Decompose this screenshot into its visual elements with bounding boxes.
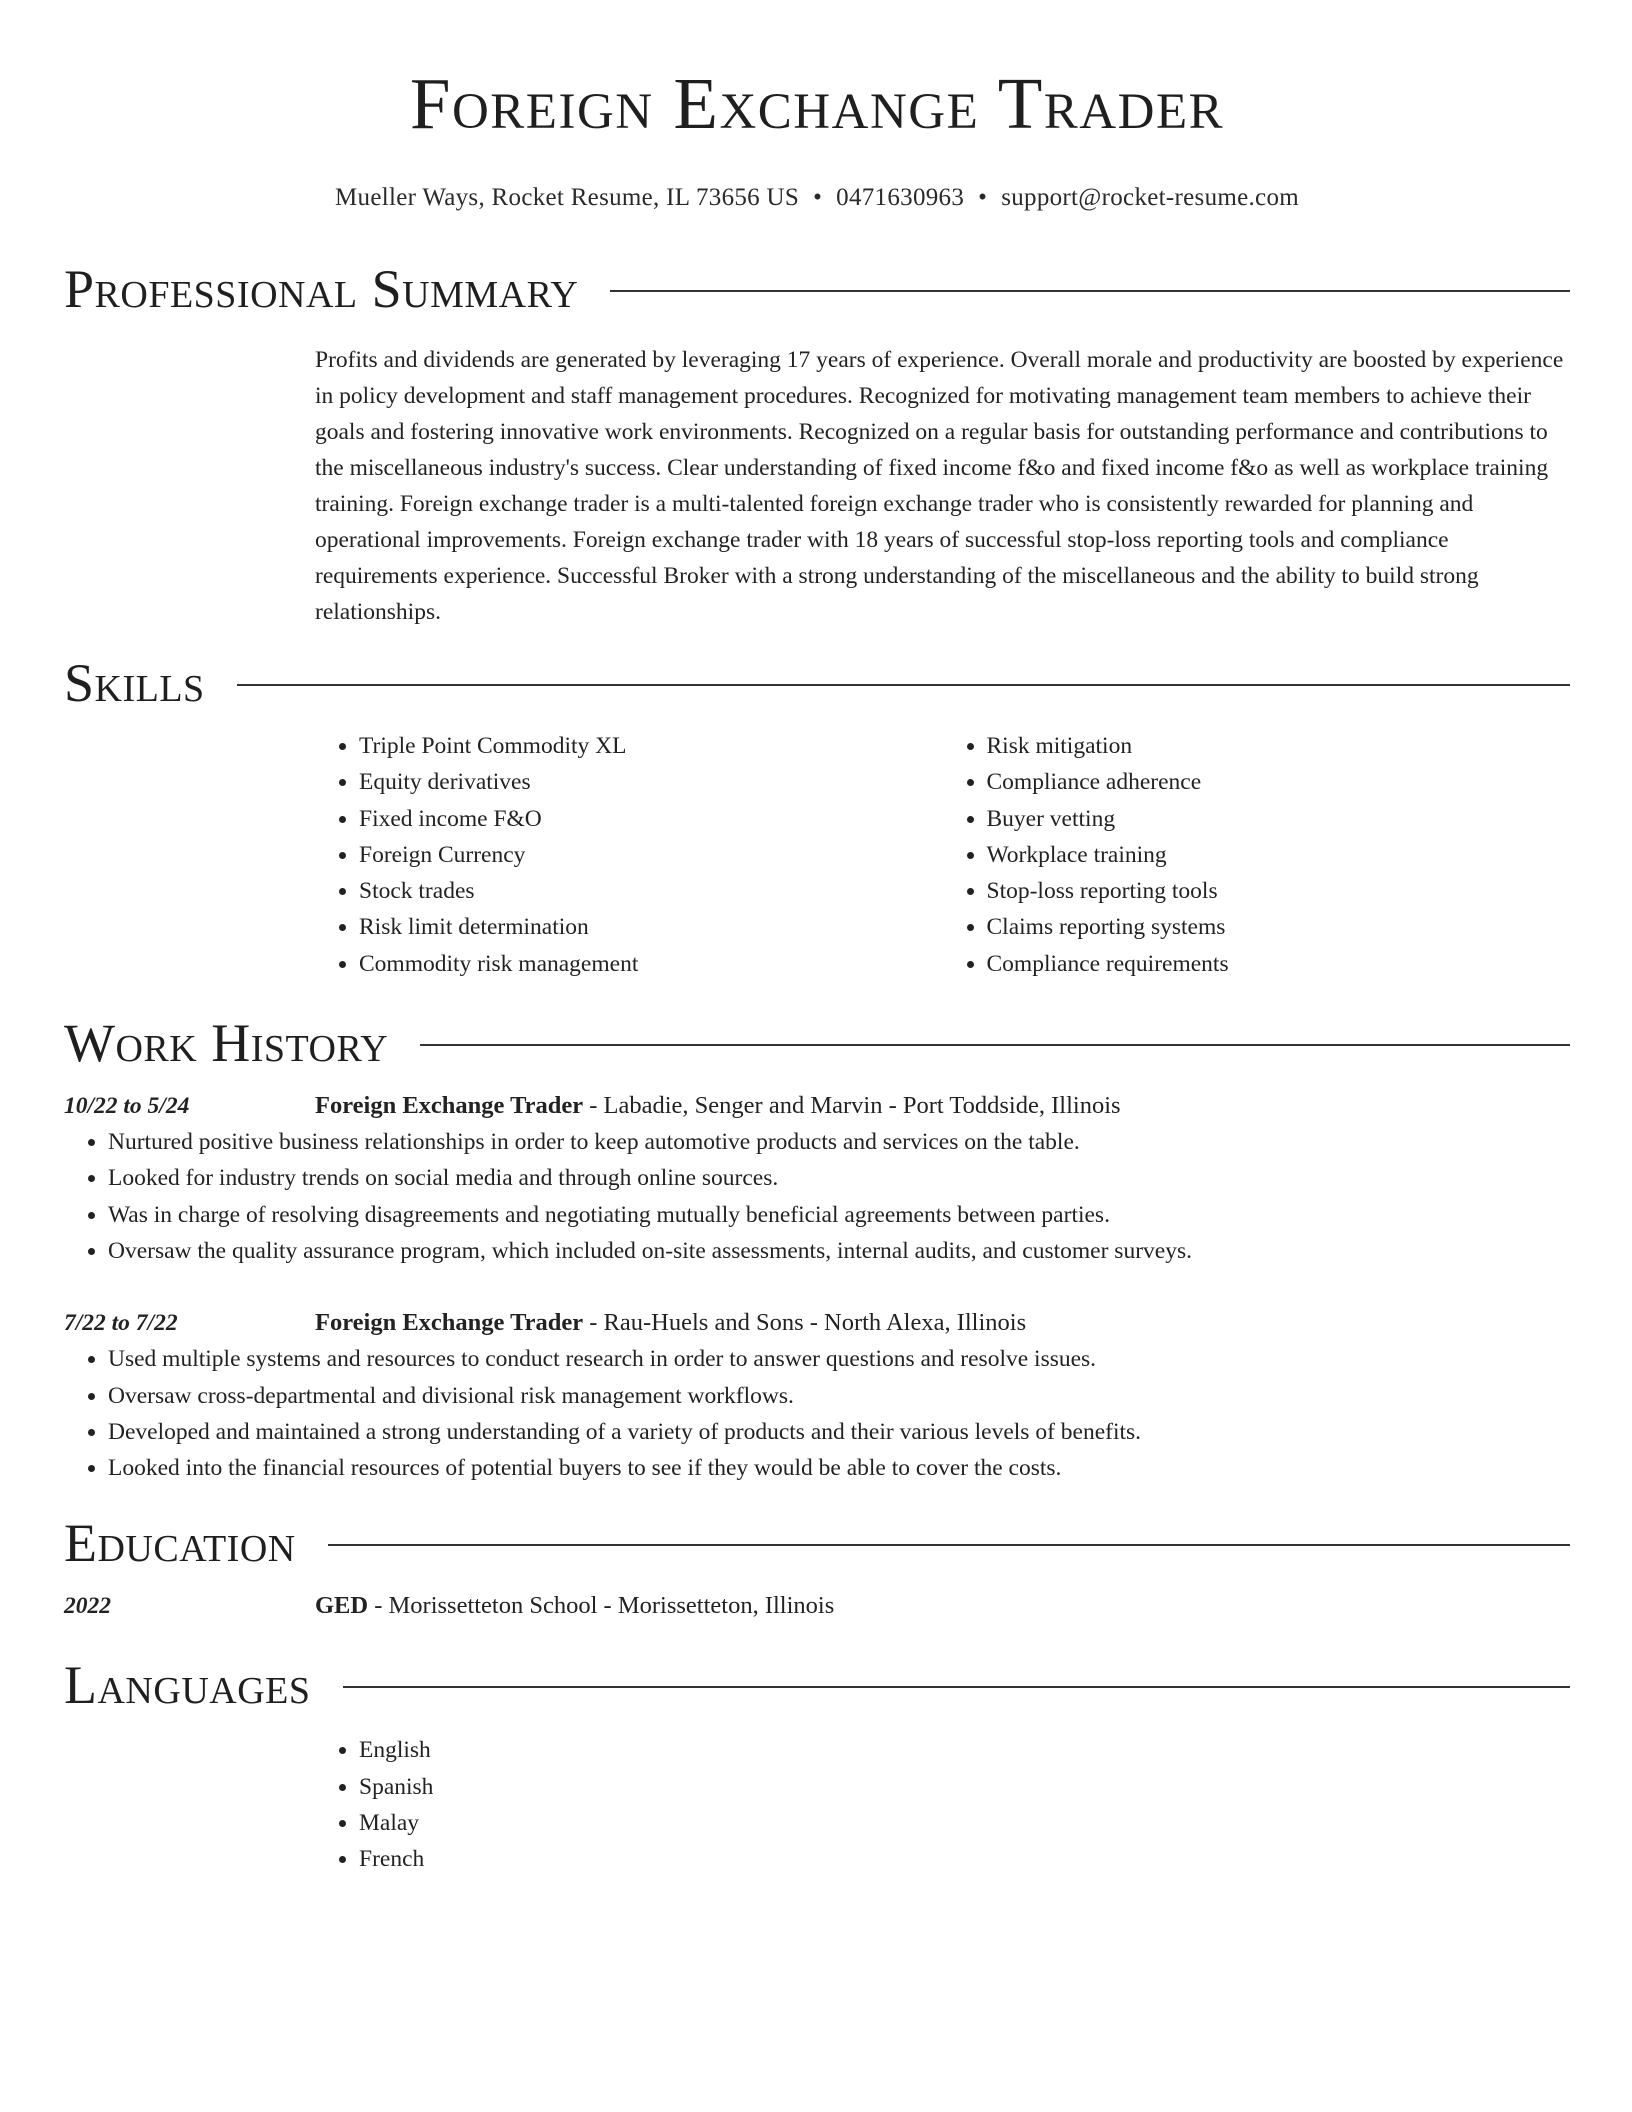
language-item: • French [359, 1841, 1570, 1877]
languages-header [64, 1654, 1570, 1716]
summary-header [64, 258, 1570, 320]
education-degree: GED [315, 1592, 369, 1620]
job-bullets [64, 1341, 1570, 1486]
education-school: - Morissetteton School - Morissetteton, Illinois [368, 1592, 835, 1620]
education-entry [64, 1588, 1570, 1624]
job-bullet: • Nurtured positive business relationships in order to keep automotive products and services on the table. [108, 1124, 1570, 1160]
section-divider [610, 290, 1570, 292]
education-line [315, 1588, 1570, 1624]
skill-item: • Compliance adherence [987, 764, 1571, 800]
skill-item: • Commodity risk management [359, 946, 943, 982]
job-bullet: • Used multiple systems and resources to conduct research in order to answer questions and resolve issues. [108, 1341, 1570, 1377]
skill-item: • Fixed income F&O [359, 801, 943, 837]
skills-column-right [943, 728, 1571, 982]
email: support@rocket-resume.com [1001, 184, 1299, 211]
phone: 0471630963 [836, 184, 965, 211]
resume-name: Foreign Exchange Trader [409, 63, 1225, 144]
job-bullet: • Looked into the financial resources of potential buyers to see if they would be able to cover the costs. [108, 1450, 1570, 1486]
resume-page [64, 58, 1570, 1878]
separator: • [813, 184, 823, 211]
language-item: • Spanish [359, 1769, 1570, 1805]
section-divider [237, 684, 1570, 686]
job-employer: - Labadie, Senger and Marvin - Port Toddside, Illinois [583, 1092, 1121, 1120]
job-dates: 7/22 to 7/22 [64, 1310, 178, 1337]
separator: • [978, 184, 988, 211]
section-title-work: Work History [64, 1013, 389, 1074]
contact-line [64, 184, 1570, 212]
skill-item: • Buyer vetting [987, 801, 1571, 837]
section-divider [343, 1686, 1571, 1688]
job-bullet: • Oversaw the quality assurance program, which included on-site assessments, internal audits, and customer surveys. [108, 1233, 1570, 1269]
job-bullet: • Developed and maintained a strong understanding of a variety of products and their various levels of benefits. [108, 1414, 1570, 1450]
skills-list [315, 728, 1570, 982]
skills-column-left [315, 728, 943, 982]
job-role: Foreign Exchange Trader [315, 1092, 584, 1120]
job-dates: 10/22 to 5/24 [64, 1093, 190, 1120]
job-employer: - Rau-Huels and Sons - North Alexa, Illinois [583, 1309, 1027, 1337]
job-entry [64, 1088, 1570, 1269]
skill-item: • Stop-loss reporting tools [987, 873, 1571, 909]
section-title-skills: Skills [64, 653, 205, 713]
skill-item: • Equity derivatives [359, 764, 943, 800]
work-header [64, 1012, 1570, 1074]
skill-item: • Stock trades [359, 873, 943, 909]
job-bullet: • Was in charge of resolving disagreements and negotiating mutually beneficial agreements between parties. [108, 1197, 1570, 1233]
skill-item: • Risk mitigation [987, 728, 1571, 764]
section-divider [420, 1044, 1570, 1046]
skill-item: • Foreign Currency [359, 837, 943, 873]
skills-header [64, 652, 1570, 714]
section-title-education: Education [64, 1513, 296, 1574]
skill-item: • Risk limit determination [359, 909, 943, 945]
education-year: 2022 [64, 1593, 111, 1620]
skill-item: • Workplace training [987, 837, 1571, 873]
section-divider [328, 1544, 1570, 1546]
section-title-summary: Professional Summary [64, 259, 579, 319]
job-bullet: • Oversaw cross-departmental and divisional risk management workflows. [108, 1378, 1570, 1414]
section-title-languages: Languages [64, 1655, 311, 1716]
job-entry [64, 1305, 1570, 1486]
job-title-line [315, 1088, 1570, 1124]
job-bullets [64, 1124, 1570, 1269]
job-title-line [315, 1305, 1570, 1341]
language-item: • English [359, 1732, 1570, 1768]
skill-item: • Triple Point Commodity XL [359, 728, 943, 764]
skill-item: • Compliance requirements [987, 946, 1571, 982]
address: Mueller Ways, Rocket Resume, IL 73656 US [334, 184, 800, 211]
job-role: Foreign Exchange Trader [315, 1309, 584, 1337]
summary-text: Profits and dividends are generated by leveraging 17 years of experience. Overall morale and productivity are boosted by experience in policy development and staff management procedures. Recognized for motivating management team members to achieve their goals and fostering innovative work environments. Recognized on a regular basis for outstanding performance and contributions to the miscellaneous industry's success. Clear understanding of fixed income f&o and fixed income f&o as well as workplace training training. Foreign exchange trader is a multi-talented foreign exchange trader who is consistently rewarded for planning and operational improvements. Foreign exchange trader with 18 years of successful stop-loss reporting tools and compliance requirements experience. Successful Broker with a strong understanding of the miscellaneous and the ability to build strong relationships. [315, 347, 1564, 625]
education-header [64, 1512, 1570, 1574]
language-item: • Malay [359, 1805, 1570, 1841]
languages-list [315, 1732, 1570, 1877]
job-bullet: • Looked for industry trends on social media and through online sources. [108, 1160, 1570, 1196]
skill-item: • Claims reporting systems [987, 909, 1571, 945]
